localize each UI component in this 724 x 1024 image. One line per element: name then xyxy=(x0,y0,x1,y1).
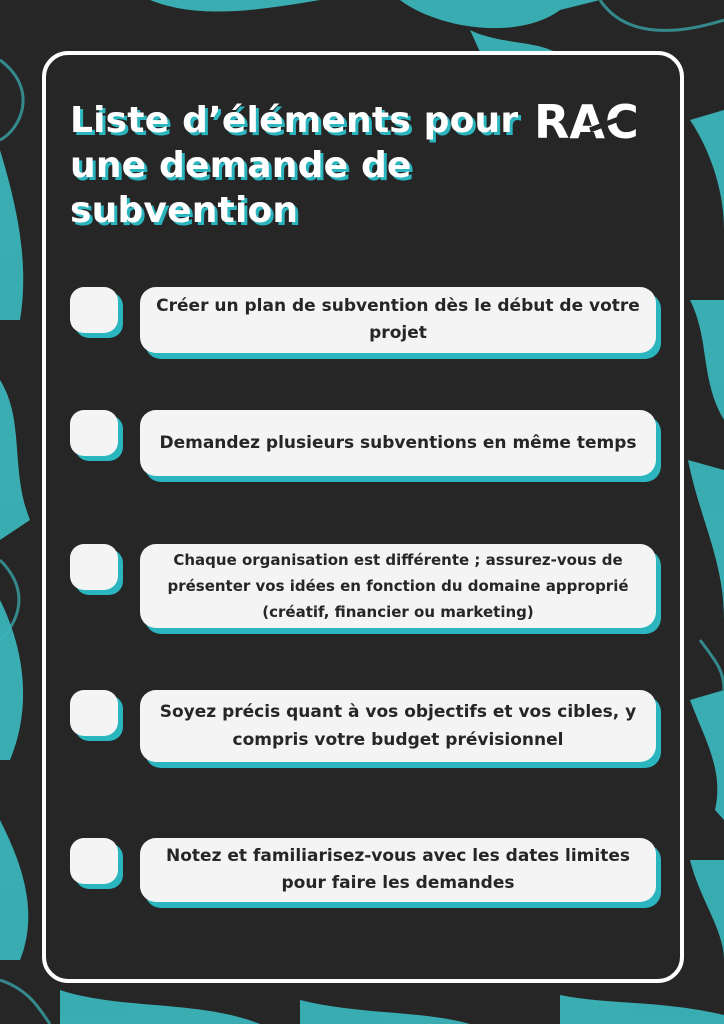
checklist-item-4: Soyez précis quant à vos objectifs et vos cibles, y compris votre budget prévisionnel xyxy=(140,690,656,762)
checklist-item-1: Créer un plan de subvention dès le début de votre projet xyxy=(140,287,656,353)
logo-text: RAC xyxy=(534,96,639,144)
checkbox-empty-icon[interactable] xyxy=(70,544,118,590)
checkbox-empty-icon[interactable] xyxy=(70,838,118,884)
page-title: Liste d’éléments pour une demande de subvention xyxy=(70,100,519,231)
checkbox-empty-icon[interactable] xyxy=(70,410,118,456)
checklist-item-5: Notez et familiarisez-vous avec les dates limites pour faire les demandes xyxy=(140,838,656,902)
rac-logo xyxy=(534,96,660,144)
checklist-item-3: Chaque organisation est différente ; assurez-vous de présenter vos idées en fonction du domaine approprié (créatif, financier ou marketing) xyxy=(140,544,656,628)
checklist-item-2: Demandez plusieurs subventions en même temps xyxy=(140,410,656,476)
checkbox-empty-icon[interactable] xyxy=(70,287,118,333)
checkbox-empty-icon[interactable] xyxy=(70,690,118,736)
